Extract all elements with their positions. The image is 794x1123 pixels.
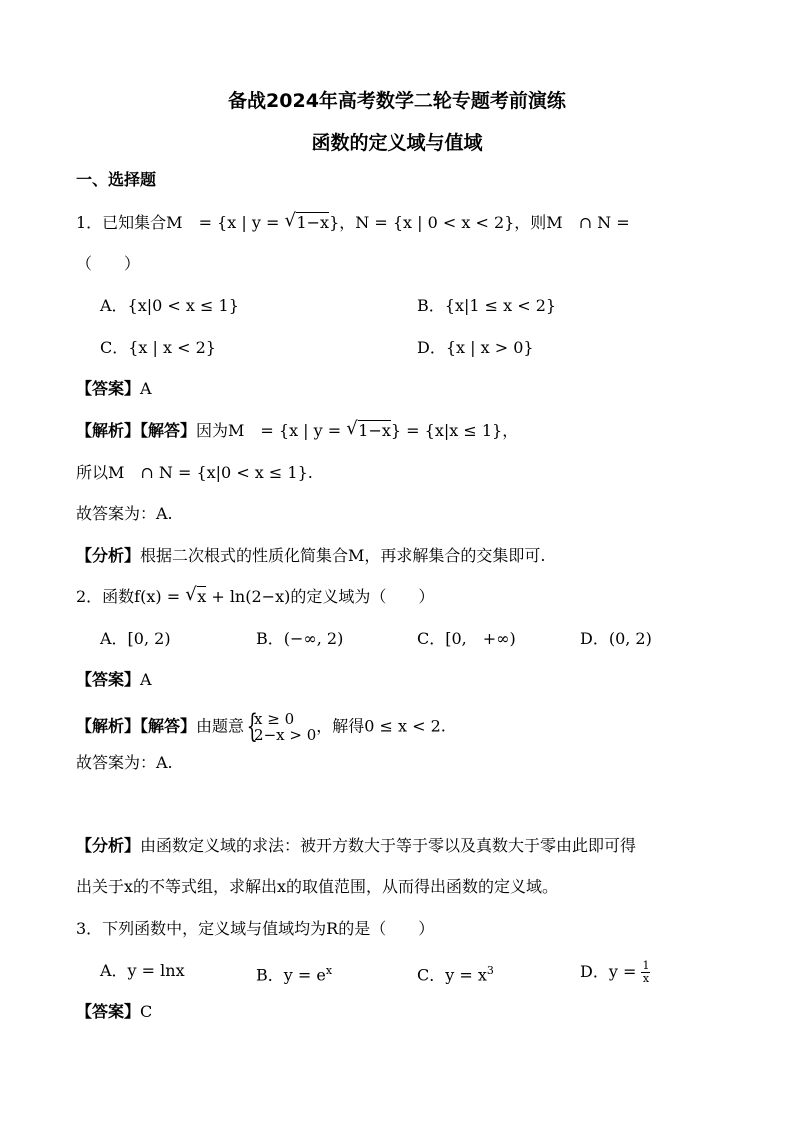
q3-option-d-text: D．y = xyxy=(580,962,642,981)
q1-option-c[interactable]: C．{x | x < 2} xyxy=(100,338,216,357)
q1-analysis-part-b: } = {x|x ≤ 1}， xyxy=(390,421,519,440)
q2-option-d[interactable]: D．(0, 2) xyxy=(580,629,652,648)
q2-radicand: x xyxy=(197,587,207,606)
q1-fenxi-text: 根据二次根式的性质化简集合M，再求解集合的交集即可. xyxy=(140,546,546,565)
q1-analysis-radicand: 1−x xyxy=(358,421,391,440)
answer-value: A xyxy=(140,670,152,689)
answer-label: 【答案】 xyxy=(76,670,141,689)
q1-fenxi xyxy=(76,545,546,567)
q2-answer xyxy=(76,669,152,691)
q3-option-b[interactable] xyxy=(256,960,332,986)
q1-option-b[interactable]: B．{x|1 ≤ x < 2} xyxy=(417,296,557,315)
answer-label: 【答案】 xyxy=(76,1002,141,1021)
fraction xyxy=(641,960,650,985)
q2-conclusion: 故答案为：A. xyxy=(76,753,173,772)
q1-option-a[interactable]: A．{x|0 < x ≤ 1} xyxy=(100,296,239,315)
system-line-1: x ≥ 0 xyxy=(254,710,295,728)
q2-fenxi-text-1: 由函数定义域的求法：被开方数大于等于零以及真数大于零由此即可得 xyxy=(140,836,637,855)
q3-option-b-exponent: x xyxy=(325,964,333,977)
q3-option-c-text: C．y = x xyxy=(417,965,487,985)
answer-label: 【答案】 xyxy=(76,379,141,398)
document-title: 备战2024年高考数学二轮专题考前演练 xyxy=(228,90,566,112)
q2-fenxi xyxy=(76,835,636,857)
fraction-numerator: 1 xyxy=(642,959,650,972)
fenxi-label: 【分析】 xyxy=(76,546,141,565)
q1-stem-part-b: }，N = {x | 0 < x < 2}，则M ∩ N = xyxy=(329,213,630,232)
sqrt-symbol: √ x xyxy=(185,584,207,606)
q1-analysis-part-a: 因为M = {x | y = xyxy=(196,421,347,440)
q2-analysis-part-a: 由题意 xyxy=(196,716,245,736)
question-3-stem: 3．下列函数中，定义域与值域均为R的是（ ） xyxy=(76,919,435,938)
q2-option-c[interactable]: C．[0, +∞) xyxy=(417,629,516,648)
sqrt-symbol: √ 1−x xyxy=(346,418,391,440)
q2-option-a[interactable]: A．[0, 2) xyxy=(100,629,171,648)
question-1-paren: （ ） xyxy=(76,254,141,273)
q2-analysis-part-b: ，解得0 ≤ x < 2. xyxy=(316,716,446,736)
section-heading: 一、选择题 xyxy=(76,170,157,189)
sqrt-symbol: √ 1−x xyxy=(284,210,330,232)
analysis-label: 【解析】【解答】 xyxy=(76,716,197,736)
q2-stem-part-a: 2．函数f(x) = xyxy=(76,587,186,606)
q2-option-b[interactable]: B．(−∞, 2) xyxy=(256,629,344,648)
q3-answer xyxy=(76,1001,152,1023)
q1-answer xyxy=(76,378,152,400)
q2-stem-part-b: + ln(2−x)的定义域为（ ） xyxy=(206,587,435,606)
q1-radicand: 1−x xyxy=(296,213,330,232)
q3-option-c[interactable] xyxy=(417,960,494,986)
document-subtitle: 函数的定义域与值域 xyxy=(311,132,483,154)
inequality-system: { x ≥ 0 2−x > 0 xyxy=(246,707,317,745)
q2-fenxi-line-2: 出关于x的不等式组，求解出x的取值范围，从而得出函数的定义域。 xyxy=(76,877,559,896)
q3-option-b-text: B．y = e xyxy=(256,965,326,985)
analysis-label: 【解析】【解答】 xyxy=(76,421,197,440)
question-1-stem xyxy=(76,212,630,234)
q3-option-c-exponent: 3 xyxy=(486,964,494,977)
question-2-stem xyxy=(76,586,434,608)
answer-value: A xyxy=(140,379,152,398)
q1-option-d[interactable]: D．{x | x > 0} xyxy=(417,338,534,357)
fenxi-label: 【分析】 xyxy=(76,836,141,855)
q3-option-a[interactable]: A．y = lnx xyxy=(100,961,185,980)
answer-value: C xyxy=(140,1002,153,1021)
q1-analysis-line-2: 所以M ∩ N = {x|0 < x ≤ 1}. xyxy=(76,463,313,482)
q3-option-d[interactable] xyxy=(580,960,650,985)
fraction-denominator: x xyxy=(642,972,650,985)
system-line-2: 2−x > 0 xyxy=(254,726,317,744)
q1-conclusion: 故答案为：A. xyxy=(76,504,173,523)
q2-analysis xyxy=(76,707,446,745)
q1-stem-part-a: 1．已知集合M = {x | y = xyxy=(76,213,285,232)
q1-analysis xyxy=(76,420,518,442)
